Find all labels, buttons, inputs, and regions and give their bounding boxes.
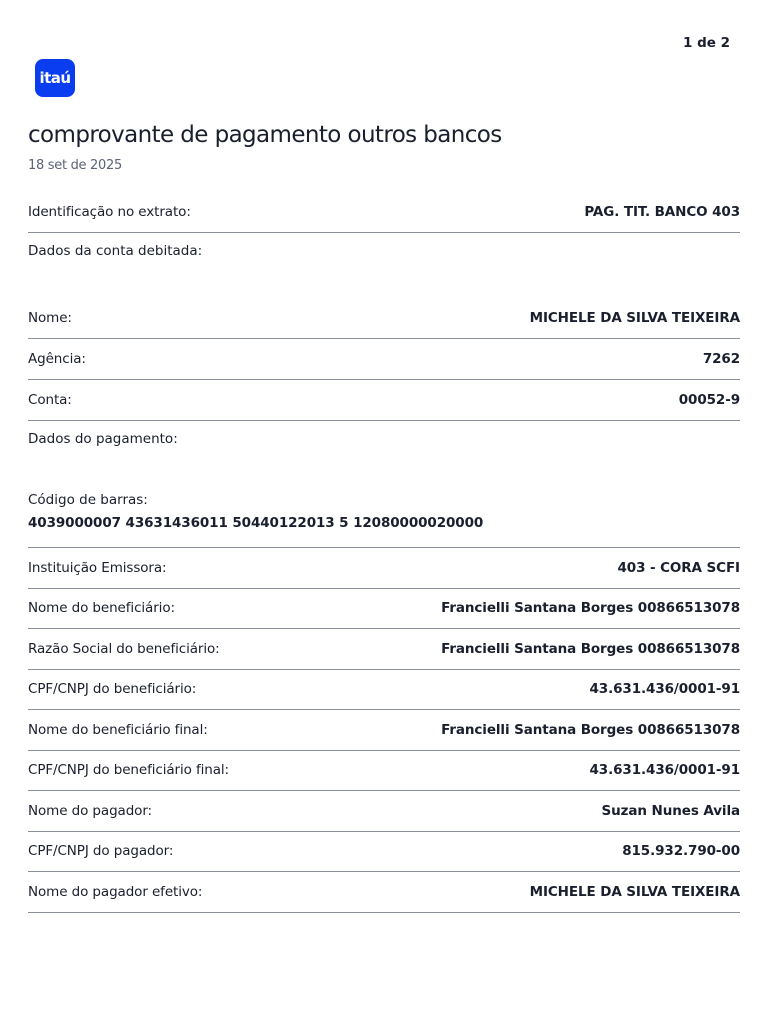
field-label: Nome do beneficiário: xyxy=(28,600,175,617)
barcode-value: 4039000007 43631436011 50440122013 5 12080000020000 xyxy=(28,515,484,531)
payment-section-heading: Dados do pagamento: xyxy=(28,420,740,486)
field-value: 43.631.436/0001-91 xyxy=(589,681,740,698)
field-label: Identificação no extrato: xyxy=(28,203,191,220)
beneficiary-company-row xyxy=(28,629,740,670)
debited-account-row xyxy=(28,380,740,421)
document-date: 18 set de 2025 xyxy=(28,158,122,173)
field-value: Francielli Santana Borges 00866513078 xyxy=(441,721,740,738)
field-value: MICHELE DA SILVA TEIXEIRA xyxy=(529,310,740,327)
field-label: Código de barras: xyxy=(28,492,148,508)
receipt-content xyxy=(28,192,740,913)
final-beneficiary-document-row xyxy=(28,751,740,792)
field-label: Nome do pagador: xyxy=(28,802,153,819)
field-value: Suzan Nunes Avila xyxy=(601,802,740,819)
issuer-row xyxy=(28,548,740,589)
beneficiary-name-row xyxy=(28,589,740,630)
effective-payer-row xyxy=(28,872,740,913)
field-value: 7262 xyxy=(702,350,740,367)
field-value: Francielli Santana Borges 00866513078 xyxy=(441,600,740,617)
field-value: 43.631.436/0001-91 xyxy=(589,762,740,779)
field-value: PAG. TIT. BANCO 403 xyxy=(584,203,740,220)
final-beneficiary-name-row xyxy=(28,710,740,751)
field-label: Razão Social do beneficiário: xyxy=(28,640,220,657)
field-label: Nome: xyxy=(28,310,72,327)
field-label: Agência: xyxy=(28,350,86,367)
page-title: comprovante de pagamento outros bancos xyxy=(28,122,502,148)
debited-name-row xyxy=(28,299,740,340)
field-value: Francielli Santana Borges 00866513078 xyxy=(441,640,740,657)
field-label: Nome do beneficiário final: xyxy=(28,721,208,738)
barcode-row xyxy=(28,486,740,548)
itau-logo xyxy=(35,59,75,97)
field-value: 815.932.790-00 xyxy=(622,843,740,860)
identification-row xyxy=(28,192,740,233)
field-value: 403 - CORA SCFI xyxy=(617,559,740,576)
field-label: Conta: xyxy=(28,391,72,408)
beneficiary-document-row xyxy=(28,670,740,711)
payer-document-row xyxy=(28,832,740,873)
field-label: CPF/CNPJ do pagador: xyxy=(28,843,174,860)
field-label: Instituição Emissora: xyxy=(28,559,167,576)
field-label: CPF/CNPJ do beneficiário final: xyxy=(28,762,230,779)
logo-text: itaú xyxy=(39,69,71,87)
field-value: MICHELE DA SILVA TEIXEIRA xyxy=(529,883,740,900)
field-label: CPF/CNPJ do beneficiário: xyxy=(28,681,197,698)
field-value: 00052-9 xyxy=(678,391,740,408)
payer-name-row xyxy=(28,791,740,832)
page-indicator: 1 de 2 xyxy=(682,35,730,51)
debited-account-section-heading: Dados da conta debitada: xyxy=(28,242,203,259)
debited-agency-row xyxy=(28,339,740,380)
field-label: Nome do pagador efetivo: xyxy=(28,883,203,900)
